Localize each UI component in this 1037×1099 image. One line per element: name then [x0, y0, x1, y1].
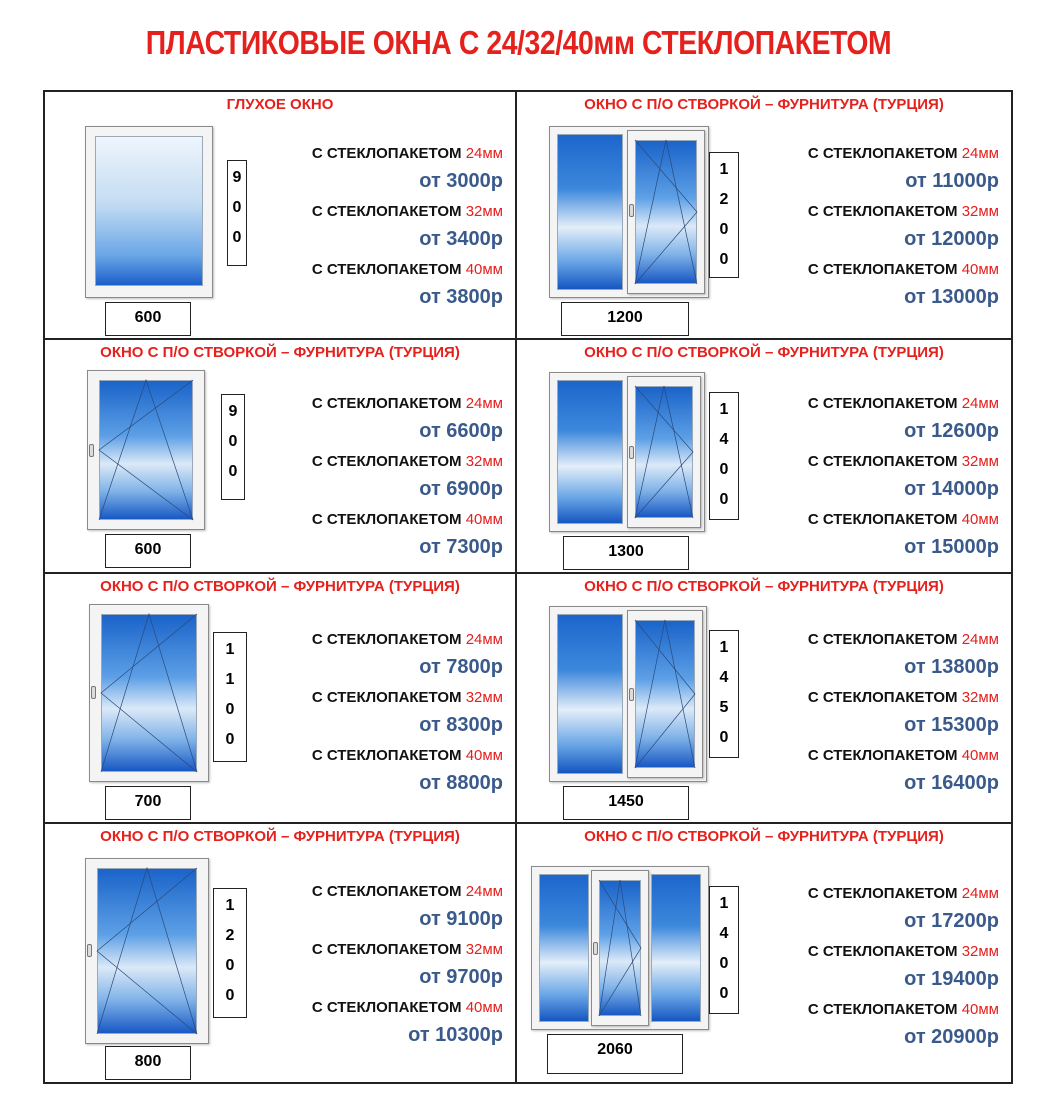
- height-label: 1 4 5 0: [709, 630, 739, 758]
- width-label: 800: [105, 1046, 191, 1080]
- glass-32-label: С СТЕКЛОПАКЕТОМ 32мм: [311, 203, 503, 220]
- price-list: [312, 142, 503, 316]
- price-card-blind-600: [44, 91, 516, 339]
- glass-40-label: С СТЕКЛОПАКЕТОМ 40мм: [311, 261, 503, 278]
- card-title: ОКНО С П/О СТВОРКОЙ – ФУРНИТУРА (ТУРЦИЯ): [584, 578, 944, 595]
- glass-24-price: от 6600р: [419, 420, 503, 442]
- glass-24-price: от 7800р: [419, 656, 503, 678]
- price-list: [808, 142, 999, 316]
- glass-40-price: от 16400р: [904, 772, 999, 794]
- price-list: [808, 392, 999, 566]
- glass-24-price: от 12600р: [904, 420, 999, 442]
- price-list: [808, 882, 999, 1056]
- glass-24-price: от 17200р: [904, 910, 999, 932]
- glass-32-label: С СТЕКЛОПАКЕТОМ 32мм: [311, 453, 503, 470]
- glass-40-label: С СТЕКЛОПАКЕТОМ 40мм: [311, 747, 503, 764]
- window-illustration: [549, 372, 705, 532]
- width-label: 1200: [561, 302, 689, 336]
- glass-40-label: С СТЕКЛОПАКЕТОМ 40мм: [807, 511, 999, 528]
- price-card-triple-2060: [516, 823, 1012, 1083]
- glass-40-label: С СТЕКЛОПАКЕТОМ 40мм: [807, 1001, 999, 1018]
- glass-40-label: С СТЕКЛОПАКЕТОМ 40мм: [807, 747, 999, 764]
- glass-32-price: от 6900р: [419, 478, 503, 500]
- height-label: 9 0 0: [227, 160, 247, 266]
- glass-40-price: от 15000р: [904, 536, 999, 558]
- page-title: ПЛАСТИКОВЫЕ ОКНА С 24/32/40мм СТЕКЛОПАКЕТОМ: [145, 24, 892, 61]
- height-label: 9 0 0: [221, 394, 245, 500]
- width-label: 2060: [547, 1034, 683, 1074]
- card-title: ОКНО С П/О СТВОРКОЙ – ФУРНИТУРА (ТУРЦИЯ): [100, 344, 460, 361]
- glass-40-price: от 20900р: [904, 1026, 999, 1048]
- glass-32-price: от 9700р: [419, 966, 503, 988]
- width-label: 700: [105, 786, 191, 820]
- price-card-single-800: [44, 823, 516, 1083]
- width-label: 600: [105, 534, 191, 568]
- glass-40-price: от 10300р: [408, 1024, 503, 1046]
- window-illustration: [87, 370, 205, 530]
- width-label: 600: [105, 302, 191, 336]
- glass-24-price: от 9100р: [419, 908, 503, 930]
- window-illustration: [549, 126, 709, 298]
- glass-32-label: С СТЕКЛОПАКЕТОМ 32мм: [311, 689, 503, 706]
- card-title: ОКНО С П/О СТВОРКОЙ – ФУРНИТУРА (ТУРЦИЯ): [584, 96, 944, 113]
- glass-40-label: С СТЕКЛОПАКЕТОМ 40мм: [807, 261, 999, 278]
- window-illustration: [85, 858, 209, 1044]
- glass-24-label: С СТЕКЛОПАКЕТОМ 24мм: [807, 631, 999, 648]
- glass-40-label: С СТЕКЛОПАКЕТОМ 40мм: [311, 511, 503, 528]
- glass-40-price: от 7300р: [419, 536, 503, 558]
- glass-32-label: С СТЕКЛОПАКЕТОМ 32мм: [807, 203, 999, 220]
- window-illustration: [531, 866, 709, 1030]
- window-illustration: [85, 126, 213, 298]
- glass-32-label: С СТЕКЛОПАКЕТОМ 32мм: [807, 453, 999, 470]
- window-illustration: [549, 606, 707, 782]
- price-list: [312, 628, 503, 802]
- glass-24-label: С СТЕКЛОПАКЕТОМ 24мм: [807, 395, 999, 412]
- height-label: 1 2 0 0: [709, 152, 739, 278]
- glass-24-label: С СТЕКЛОПАКЕТОМ 24мм: [311, 395, 503, 412]
- glass-40-price: от 3800р: [419, 286, 503, 308]
- price-list: [312, 880, 503, 1054]
- glass-24-price: от 13800р: [904, 656, 999, 678]
- height-label: 1 2 0 0: [213, 888, 247, 1018]
- glass-24-price: от 3000р: [419, 170, 503, 192]
- width-label: 1450: [563, 786, 689, 820]
- price-card-double-1450: [516, 573, 1012, 823]
- glass-32-label: С СТЕКЛОПАКЕТОМ 32мм: [807, 689, 999, 706]
- price-list: [312, 392, 503, 566]
- card-title: ОКНО С П/О СТВОРКОЙ – ФУРНИТУРА (ТУРЦИЯ): [100, 578, 460, 595]
- card-title: ОКНО С П/О СТВОРКОЙ – ФУРНИТУРА (ТУРЦИЯ): [584, 344, 944, 361]
- glass-32-price: от 14000р: [904, 478, 999, 500]
- glass-24-label: С СТЕКЛОПАКЕТОМ 24мм: [311, 883, 503, 900]
- price-card-single-600: [44, 339, 516, 573]
- glass-24-label: С СТЕКЛОПАКЕТОМ 24мм: [807, 145, 999, 162]
- glass-40-label: С СТЕКЛОПАКЕТОМ 40мм: [311, 999, 503, 1016]
- glass-24-label: С СТЕКЛОПАКЕТОМ 24мм: [311, 631, 503, 648]
- height-label: 1 4 0 0: [709, 392, 739, 520]
- price-card-double-1300: [516, 339, 1012, 573]
- glass-24-label: С СТЕКЛОПАКЕТОМ 24мм: [311, 145, 503, 162]
- card-title: ГЛУХОЕ ОКНО: [226, 96, 334, 113]
- glass-32-label: С СТЕКЛОПАКЕТОМ 32мм: [807, 943, 999, 960]
- glass-32-label: С СТЕКЛОПАКЕТОМ 32мм: [311, 941, 503, 958]
- glass-32-price: от 8300р: [419, 714, 503, 736]
- glass-32-price: от 19400р: [904, 968, 999, 990]
- price-card-double-1200: [516, 91, 1012, 339]
- glass-40-price: от 8800р: [419, 772, 503, 794]
- glass-32-price: от 3400р: [419, 228, 503, 250]
- window-illustration: [89, 604, 209, 782]
- card-title: ОКНО С П/О СТВОРКОЙ – ФУРНИТУРА (ТУРЦИЯ): [100, 828, 460, 845]
- glass-24-label: С СТЕКЛОПАКЕТОМ 24мм: [807, 885, 999, 902]
- glass-32-price: от 12000р: [904, 228, 999, 250]
- price-grid: [43, 90, 1013, 1084]
- glass-32-price: от 15300р: [904, 714, 999, 736]
- card-title: ОКНО С П/О СТВОРКОЙ – ФУРНИТУРА (ТУРЦИЯ): [584, 828, 944, 845]
- price-card-single-700: [44, 573, 516, 823]
- width-label: 1300: [563, 536, 689, 570]
- height-label: 1 4 0 0: [709, 886, 739, 1014]
- glass-40-price: от 13000р: [904, 286, 999, 308]
- glass-24-price: от 11000р: [905, 170, 999, 192]
- height-label: 1 1 0 0: [213, 632, 247, 762]
- price-list: [808, 628, 999, 802]
